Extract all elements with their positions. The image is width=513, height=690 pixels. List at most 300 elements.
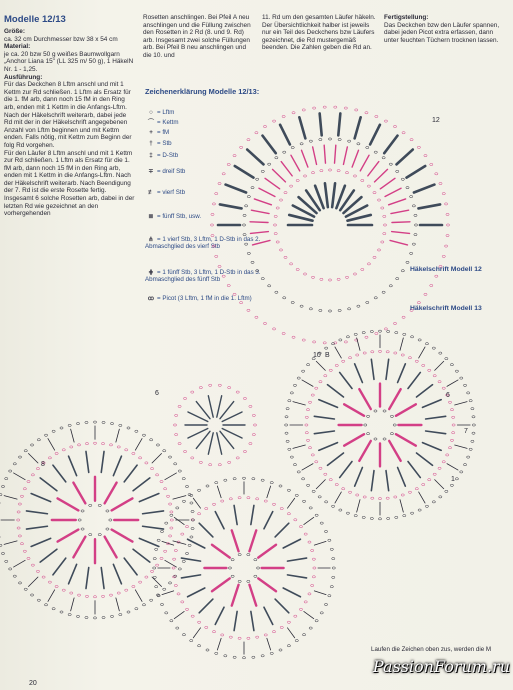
chain-mark (329, 479, 332, 481)
round-label-12: 12 (432, 117, 440, 124)
chain-mark (191, 391, 194, 393)
chain-mark (424, 155, 427, 157)
chain-mark (153, 558, 156, 560)
chain-mark (44, 604, 47, 606)
cluster-five-symbol-icon: ⋕ (148, 269, 154, 276)
chain-mark (249, 442, 252, 444)
chain-mark (324, 603, 327, 605)
chain-mark (256, 636, 259, 638)
chain-mark (198, 513, 201, 515)
chain-mark (170, 511, 173, 513)
chain-mark (242, 477, 245, 479)
stitch-mark (414, 185, 435, 193)
chain-mark (293, 384, 296, 386)
chain-mark (290, 392, 293, 394)
chain-mark (227, 163, 230, 165)
chain-mark (455, 370, 458, 372)
stitch-mark (327, 385, 343, 397)
stitch-mark (58, 498, 79, 510)
chain-mark (279, 249, 282, 251)
chain-mark (285, 416, 288, 418)
chain-mark (252, 478, 255, 480)
chain-mark (170, 514, 173, 516)
finishing-heading: Fertigstellung: (384, 14, 429, 21)
chain-mark (5, 560, 8, 562)
chain-mark (324, 375, 327, 377)
chain-mark (356, 494, 359, 496)
chain-mark (31, 474, 34, 476)
chain-mark (365, 336, 368, 338)
chain-mark (163, 588, 166, 590)
stitch-mark (249, 585, 256, 606)
chain-mark (430, 284, 433, 286)
chain-mark (472, 424, 475, 426)
chain-mark (145, 462, 148, 464)
chain-mark (305, 424, 308, 426)
chain-mark (221, 500, 224, 502)
chain-mark (378, 498, 381, 500)
stitch-mark (283, 588, 300, 597)
chain-mark (282, 332, 285, 334)
chain-mark (1, 485, 4, 487)
caption-model-12: Häkelschrift Modell 12 (410, 266, 482, 273)
chain-mark (300, 143, 303, 145)
legend-item: ꝏ = Picot (3 Lftm, 1 fM in die 1. Lftm) (145, 295, 252, 302)
stitch-mark (264, 512, 273, 529)
stitch-mark (251, 505, 254, 524)
chain-mark (13, 463, 16, 465)
stitch-mark (416, 385, 432, 397)
chain-mark (367, 185, 370, 187)
caption-model-13: Häkelschrift Modell 13 (410, 305, 482, 312)
chain-mark (293, 464, 296, 466)
chain-mark (374, 410, 377, 412)
stitch-mark (355, 117, 361, 138)
chain-mark (386, 497, 389, 499)
chain-mark (243, 234, 246, 236)
stitch-mark (193, 498, 200, 508)
round-label-10: 10 (313, 352, 321, 359)
stitch-mark (105, 537, 117, 558)
stitch-mark (293, 445, 305, 448)
chain-mark (183, 397, 186, 399)
chain-mark (173, 424, 176, 426)
chain-mark (415, 488, 418, 490)
chain-mark (303, 273, 306, 275)
stitch-mark (143, 526, 164, 529)
chain-mark (325, 501, 328, 503)
article-title: Modelle 12/13 (4, 14, 66, 25)
chain-mark (274, 233, 277, 235)
stitch-mark (385, 188, 401, 196)
chain-mark (332, 567, 335, 569)
chain-mark (198, 621, 201, 623)
chain-mark (218, 464, 221, 466)
chain-mark (439, 496, 442, 498)
sizes-heading: Größe: (4, 28, 25, 35)
chain-mark (305, 416, 308, 418)
chain-mark (117, 446, 120, 448)
chain-mark (185, 552, 188, 554)
chain-mark (1, 552, 4, 554)
stitch-mark (139, 538, 159, 546)
chain-mark (383, 410, 386, 412)
round-label-b: B (325, 352, 330, 359)
stitch-mark (359, 389, 371, 409)
chain-mark (242, 657, 245, 659)
chain-mark (287, 513, 290, 515)
stitch-mark (355, 467, 363, 486)
chain-mark (218, 265, 221, 267)
chain-mark (160, 557, 163, 559)
chain-mark (191, 527, 194, 529)
chain-mark (273, 224, 276, 226)
chain-mark (156, 444, 159, 446)
chain-mark (17, 519, 20, 521)
chain-mark (448, 401, 451, 403)
chain-mark (168, 582, 171, 584)
stitch-mark (188, 428, 208, 438)
chain-mark (371, 497, 374, 499)
chain-mark (370, 330, 373, 332)
chain-mark (377, 249, 380, 251)
stitch-mark (196, 431, 210, 448)
chain-mark (290, 185, 293, 187)
stitch-mark (314, 431, 334, 434)
stitch-mark (418, 204, 440, 208)
chain-mark (393, 322, 396, 324)
chain-mark (402, 316, 405, 318)
chain-mark (218, 384, 221, 386)
chain-mark (9, 568, 12, 570)
chain-mark (261, 170, 264, 172)
chain-mark (315, 387, 318, 389)
stitch-mark (357, 338, 360, 350)
chain-mark (178, 405, 181, 407)
chain-mark (93, 421, 96, 423)
chain-mark (62, 589, 65, 591)
chain-mark (396, 278, 399, 280)
stitch-mark (69, 564, 77, 584)
stitch-mark (319, 400, 338, 408)
stitch-mark (250, 232, 268, 234)
chain-mark (335, 364, 338, 366)
legend-item: ⋔ = 1 vierf Stb, 3 Lftm, 1 D-Stb in das 2. Abmaschglied des vierf Stb (145, 236, 261, 251)
chain-mark (308, 447, 311, 449)
chain-mark (337, 278, 340, 280)
chain-mark (383, 224, 386, 226)
chain-mark (408, 491, 411, 493)
chain-mark (291, 301, 294, 303)
chain-mark (160, 603, 163, 605)
chain-mark (247, 252, 250, 254)
stitch-mark (232, 530, 239, 551)
chain-mark (378, 518, 381, 520)
chain-mark (295, 640, 298, 642)
stitch-mark (152, 577, 162, 587)
instructions-text-2: Für den Läufer 8 Lftm anschl und mit 1 Kettm zur Rd schließen. 1 Lftm als Ersatz für die 1. fM arb, dann noch 15 fM in den Ring arb, enden mit 1 Kettm in die Anfangs-Lftm. Nach der Häkelschrift weiterarb. Nach Beendigung der 7. Rd ist die erste Rosette fertig. Insgesamt 6 solche Rosetten arb, dabei in der letzten Rd wie gezeichnet an den vorhergehenden (4, 149, 135, 218)
stitch-mark (222, 428, 242, 438)
stitch-mark (301, 150, 307, 167)
stitch-mark (355, 364, 363, 383)
stitch-mark (254, 199, 271, 205)
legend-item: ⌒ = Kettm (145, 119, 179, 126)
chain-mark (268, 163, 271, 165)
chain-mark (348, 140, 351, 142)
chain-mark (390, 415, 393, 417)
stitch-mark (14, 560, 26, 567)
chain-mark (324, 530, 327, 532)
chain-mark (238, 637, 241, 639)
stitch-mark (384, 136, 397, 154)
stitch-mark (455, 402, 467, 405)
stitch-mark (251, 611, 254, 630)
chain-mark (344, 107, 347, 109)
stitch-mark (426, 431, 446, 434)
stitch-mark (217, 433, 222, 454)
stitch-mark (112, 498, 133, 510)
chain-mark (276, 207, 279, 209)
stitch-mark (275, 523, 289, 537)
chain-mark (60, 611, 63, 613)
chain-mark (308, 541, 311, 543)
chain-mark (268, 285, 271, 287)
stitch-mark (398, 467, 406, 486)
chain-mark (182, 478, 185, 480)
stitch-mark (28, 453, 38, 463)
chain-mark (20, 495, 23, 497)
stitch-mark (371, 359, 374, 379)
chain-mark (425, 505, 428, 507)
chain-mark (338, 138, 341, 140)
stitch-mark (71, 429, 74, 442)
chain-mark (31, 564, 34, 566)
round-label-1: 1 (451, 476, 455, 483)
chain-mark (153, 567, 156, 569)
stitch-mark (447, 464, 458, 470)
chain-mark (177, 593, 180, 595)
chain-mark (287, 489, 290, 491)
chain-mark (178, 442, 181, 444)
chain-mark (150, 570, 153, 572)
chain-mark (270, 652, 273, 654)
stitch-mark (389, 441, 401, 461)
stitch-mark (86, 451, 89, 472)
chain-mark (228, 567, 231, 569)
chain-mark (367, 263, 370, 265)
chain-mark (227, 284, 230, 286)
chain-mark (428, 369, 431, 371)
chain-mark (212, 503, 215, 505)
chain-mark (190, 536, 193, 538)
chain-mark (102, 616, 105, 618)
stitch-mark (316, 361, 325, 370)
stitch-mark (188, 588, 205, 597)
stitch-mark (105, 483, 117, 504)
stitch-mark (116, 429, 119, 442)
round-label-6a: 6 (155, 390, 159, 397)
chain-mark (280, 507, 283, 509)
chain-mark (62, 449, 65, 451)
chain-mark (306, 439, 309, 441)
runner-diagram-model-13 (0, 330, 475, 659)
stitch-mark (181, 575, 200, 578)
chain-mark (117, 592, 120, 594)
chain-mark (401, 494, 404, 496)
chain-mark (418, 339, 421, 341)
round-label-7: 7 (464, 428, 468, 435)
chain-mark (156, 564, 159, 566)
chain-mark (342, 360, 345, 362)
chain-mark (52, 608, 55, 610)
chain-mark (145, 576, 148, 578)
stitch-mark (304, 517, 314, 524)
chain-mark (9, 470, 12, 472)
chain-mark (313, 107, 316, 109)
chain-mark (384, 328, 387, 330)
chain-mark (175, 433, 178, 435)
stitch-mark (386, 471, 389, 491)
chain-mark (319, 309, 322, 311)
chain-mark (450, 439, 453, 441)
chain-mark (93, 617, 96, 619)
stitch-mark (314, 541, 326, 545)
stitch-mark (447, 380, 458, 386)
chain-mark (156, 594, 159, 596)
chain-mark (18, 582, 21, 584)
chain-mark (109, 594, 112, 596)
stitch-mark (217, 396, 222, 417)
stitch-mark (250, 222, 268, 223)
chain-mark (198, 645, 201, 647)
chain-mark (446, 234, 449, 236)
chain-mark (110, 422, 113, 424)
round-number-labels (41, 117, 468, 483)
chain-mark (233, 293, 236, 295)
chain-mark (205, 626, 208, 628)
chain-mark (446, 213, 449, 215)
chain-mark (212, 245, 215, 247)
chain-mark (467, 456, 470, 458)
chain-mark (445, 358, 448, 360)
stitch-mark (281, 162, 292, 176)
stitch-mark (135, 590, 142, 602)
chain-mark (394, 496, 397, 498)
chain-mark (348, 491, 351, 493)
chain-mark (365, 112, 368, 114)
chain-mark (165, 522, 168, 524)
chain-mark (233, 478, 236, 480)
chain-mark (408, 357, 411, 359)
chain-mark (255, 132, 258, 134)
chain-mark (375, 332, 378, 334)
chain-mark (236, 391, 239, 393)
chain-mark (382, 157, 385, 159)
stitch-mark (58, 530, 79, 542)
chain-mark (160, 530, 163, 532)
chain-mark (132, 452, 135, 454)
chain-mark (243, 397, 246, 399)
chain-mark (330, 586, 333, 588)
double-crochet-symbol-icon: † (149, 140, 153, 147)
stitch-mark (174, 517, 184, 524)
chain-mark (254, 575, 257, 577)
stitch-mark (212, 545, 230, 558)
chain-mark (414, 214, 417, 216)
chain-mark (274, 215, 277, 217)
chain-mark (381, 241, 384, 243)
chain-mark (109, 519, 112, 521)
chain-mark (164, 550, 167, 552)
stitch-mark (324, 145, 325, 163)
chain-symbol-icon: ○ (149, 109, 153, 116)
chain-mark (224, 479, 227, 481)
chain-mark (70, 446, 73, 448)
stitch-mark (217, 638, 221, 650)
stitch-mark (113, 564, 121, 584)
material-heading: Material: (4, 43, 31, 51)
stitch-mark (199, 523, 213, 537)
chain-mark (433, 473, 436, 475)
stitch-mark (455, 445, 467, 448)
chain-mark (446, 454, 449, 456)
stitch-mark (28, 577, 38, 587)
chain-mark (395, 331, 398, 333)
chain-mark (272, 503, 275, 505)
stitch-mark (419, 347, 425, 358)
treble-symbol-icon: ‡ (149, 152, 153, 159)
stitch-mark (302, 380, 313, 386)
chain-mark (24, 450, 27, 452)
chain-mark (85, 595, 88, 597)
chain-mark (240, 146, 243, 148)
chain-mark (406, 187, 409, 189)
stitch-mark (264, 607, 273, 624)
chain-mark (170, 527, 173, 529)
chain-mark (302, 370, 305, 372)
chain-mark (323, 106, 326, 108)
chain-mark (395, 516, 398, 518)
chain-mark (294, 615, 297, 617)
chain-mark (296, 268, 299, 270)
chain-mark (190, 640, 193, 642)
chain-mark (288, 448, 291, 450)
stitch-mark (53, 558, 66, 575)
stitch-mark (359, 441, 371, 461)
chain-mark (211, 234, 214, 236)
stitch-mark (392, 232, 410, 234)
chain-mark (353, 175, 356, 177)
chain-mark (291, 146, 294, 148)
chain-mark (142, 604, 145, 606)
chain-mark (313, 341, 316, 343)
chain-mark (389, 285, 392, 287)
chain-mark (304, 533, 307, 535)
chain-mark (445, 490, 448, 492)
stitch-mark (319, 443, 338, 451)
chain-mark (387, 330, 390, 332)
stitch-mark (316, 480, 325, 489)
chain-mark (292, 112, 295, 114)
stitch-mark (370, 125, 380, 145)
stitch-mark (344, 404, 364, 416)
chain-mark (290, 263, 293, 265)
stitch-mark (435, 480, 444, 489)
chain-mark (313, 567, 316, 569)
stitch-mark (283, 539, 300, 548)
chain-mark (102, 421, 105, 423)
chain-mark (438, 467, 441, 469)
